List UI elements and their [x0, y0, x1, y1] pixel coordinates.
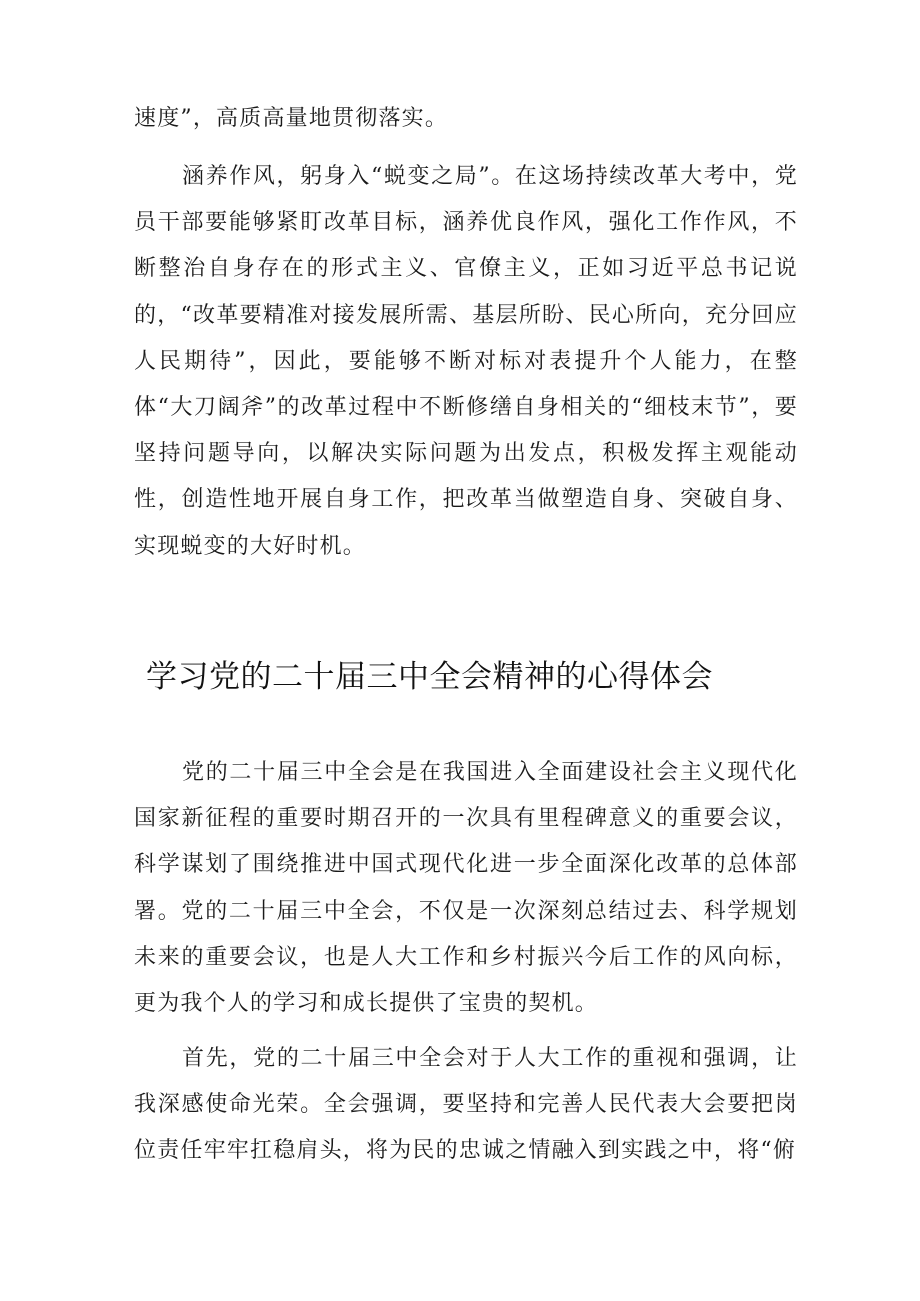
paragraph-plenum-intro: 党的二十届三中全会是在我国进入全面建设社会主义现代化国家新征程的重要时期召开的一次具有里程碑意义的重要会议，科学谋划了围绕推进中国式现代化进一步全面深化改革的总体部署。党的二十届三中全会，不仅是一次深刻总结过去、科学规划未来的重要会议，也是人大工作和乡村振兴今后工作的风向标，更为我个人的学习和成长提供了宝贵的契机。: [134, 760, 798, 1017]
section-heading: 学习党的二十届三中全会精神的心得体会: [146, 659, 713, 695]
paragraph-continuation: 速度”，高质高量地贯彻落实。: [134, 106, 449, 131]
paragraph-work-style: 涵养作风，躬身入“蜕变之局”。在这场持续改革大考中，党员干部要能够紧盯改革目标，涵养优良作风，强化工作作风，不断整治自身存在的形式主义、官僚主义，正如习近平总书记说的，“改革要精准对接发展所需、基层所盼、民心所向，充分回应人民期待”，因此，要能够不断对标对表提升个人能力，在整体“大刀阔斧”的改革过程中不断修缮自身相关的“细枝末节”，要坚持问题导向，以解决实际问题为出发点，积极发挥主观能动性，创造性地开展自身工作，把改革当做塑造自身、突破自身、实现蜕变的大好时机。: [134, 164, 798, 559]
paragraph-first-point: 首先，党的二十届三中全会对于人大工作的重视和强调，让我深感使命光荣。全会强调，要坚持和完善人民代表大会要把岗位责任牢牢扛稳肩头，将为民的忠诚之情融入到实践之中，将“俯: [134, 1046, 798, 1164]
